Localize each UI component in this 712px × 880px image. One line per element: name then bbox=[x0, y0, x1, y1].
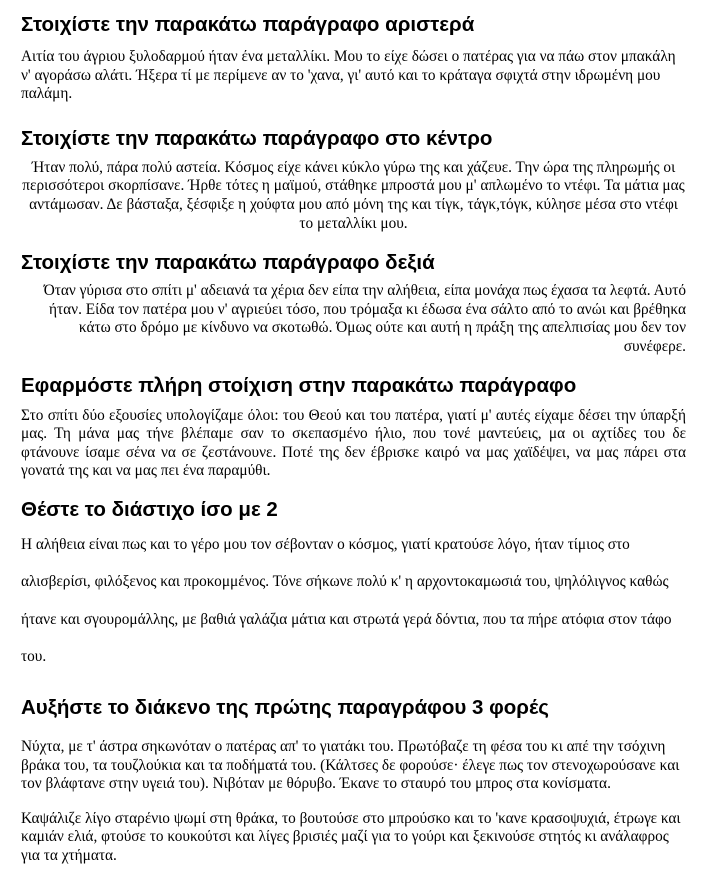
paragraph-gap-second: Καψάλιζε λίγο σταρένιο ψωμί στη θράκα, το βουτούσε στο μπρούσκο και το 'κανε κρασοψυχιά, έτρωγε και καμιάν ελιά, φτούσε το κουκούτσι και λίγες βρισιές μαζί για το γούρι και ξεκινούσε στητός κι ανάλαφρος για τα χτήματα. bbox=[21, 809, 681, 864]
heading-align-right: Στοιχίστε την παρακάτω παράγραφο δεξιά bbox=[21, 251, 435, 275]
heading-line-spacing: Θέστε το διάστιχο ίσο με 2 bbox=[21, 497, 278, 521]
heading-align-center: Στοιχίστε την παρακάτω παράγραφο στο κέντρο bbox=[21, 126, 493, 150]
paragraph-align-right: Όταν γύρισα στο σπίτι μ' αδειανά τα χέρια δεν είπα την αλήθεια, είπα μονάχα πως έχασα τα λεφτά. Αυτό ήταν. Είδα τον πατέρα μου ν' αγριεύει τόσο, που τρόμαξα κι έδωσα ένα σάλτο από το ανώι και βρέθηκα κάτω στο δρόμο με κίνδυνο να σκοτωθώ. Όμως ούτε και αυτή η πράξη της απελπισίας μου δεν τον συνέφερε. bbox=[43, 282, 686, 355]
paragraph-gap-first: Νύχτα, με τ' άστρα σηκωνόταν ο πατέρας απ' το γιατάκι του. Πρωτόβαζε τη φέσα του κι απέ την τσόχινη βράκα του, τα τουζλούκια και τα ποδήματά του. (Κάλτσες δε φορούσε· έλεγε πως τον στενοχωρούσανε και τον βλάφτανε στην υγειά του). Νιβόταν με θόρυβο. Έκανε το σταυρό του μπρος στα κονίσματα. bbox=[21, 737, 680, 793]
paragraph-align-left: Αιτία του άγριου ξυλοδαρμού ήταν ένα μεταλλίκι. Μου το είχε δώσει ο πατέρας για να πάω στον μπακάλη ν' αγοράσω αλάτι. Ήξερα τί με περίμενε αν το 'χανα, γι' αυτό και το κράταγα σφιχτά στην ιδρωμένη μου παλάμη. bbox=[21, 48, 676, 103]
heading-align-left: Στοιχίστε την παρακάτω παράγραφο αριστερά bbox=[21, 13, 475, 36]
paragraph-line-spacing: Η αλήθεια είναι πως και το γέρο μου τον σέβονταν ο κόσμος, γιατί κρατούσε λόγο, ήταν τίμιος στο αλισβερίσι, φιλόξενος και προκομμένος. Τόνε σήκωνε πολύ κ' η αρχοντοκαμωσιά του, ψηλόλιγνος καθώς ήτανε και σγουρομάλλης, με βαθιά γαλάζια μάτια και στρωτά γερά δόντια, που τα πήρε ατόφια στον τάφο του. bbox=[21, 535, 672, 666]
heading-justify: Εφαρμόστε πλήρη στοίχιση στην παρακάτω παράγραφο bbox=[21, 373, 577, 397]
heading-paragraph-gap: Αυξήστε το διάκενο της πρώτης παραγράφου 3 φορές bbox=[21, 695, 549, 719]
paragraph-justify: Στο σπίτι δύο εξουσίες υπολογίζαμε όλοι: του Θεού και του πατέρα, γιατί μ' αυτές είχαμε δέσει την ύπαρξή μας. Τη μάνα μας τήνε βλέπαμε σαν το σκεπασμένο ήλιο, που τονέ μαντεύεις, μα οι αχτίδες του δε φτάνουνε ίσαμε σένα να σε ζεστάνουνε. Ποτέ της δεν έβρισκε καιρό να μας χαϊδέψει, να μας πάρει στα γονατά της και να μας πει ένα παραμύθι. bbox=[21, 406, 686, 480]
paragraph-align-center: Ήταν πολύ, πάρα πολύ αστεία. Κόσμος είχε κάνει κύκλο γύρω της και χάζευε. Την ώρα της πληρωμής οι περισσότεροι σκορπίσανε. Ήρθε τότες η μαϊμού, στάθηκε μπροστά μου μ' απλωμένο το ντέφι. Τα μάτια μας αντάμωσαν. Δε βάσταξα, ξέσφιξε η χούφτα μου από μόνη της και τίγκ, τάγκ,τόγκ, κύλησε μέσα στο ντέφι το μεταλλίκι μου. bbox=[22, 158, 685, 232]
